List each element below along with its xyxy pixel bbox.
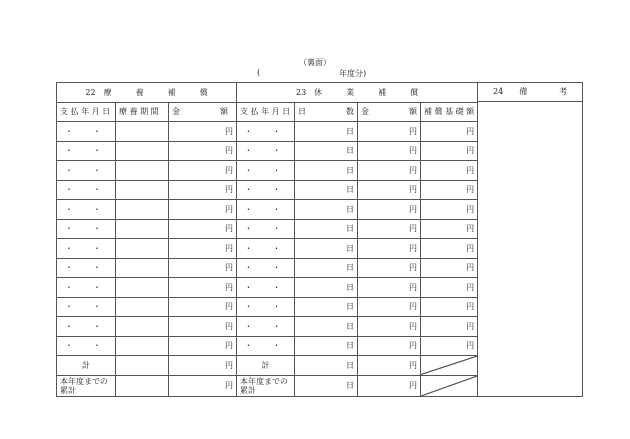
days-cell[interactable]: 日 <box>295 239 358 259</box>
pay-date-cell[interactable]: ・ ・ <box>57 336 116 356</box>
pay-date-cell[interactable]: ・ ・ <box>57 200 116 220</box>
days-cell[interactable]: 日 <box>295 297 358 317</box>
base-amount-cell[interactable]: 円 <box>421 258 478 278</box>
period-cell[interactable] <box>116 297 169 317</box>
period-cell[interactable] <box>116 141 169 161</box>
diagonal-line <box>421 376 477 396</box>
amount-cell[interactable]: 円 <box>169 219 237 239</box>
amount-cell[interactable]: 円 <box>169 317 237 337</box>
pay-date-cell-2[interactable]: ・ ・ <box>237 122 295 142</box>
pay-date-cell-2[interactable]: ・ ・ <box>237 200 295 220</box>
days-cell[interactable]: 日 <box>295 375 358 396</box>
amount-cell-2[interactable]: 円 <box>358 161 421 181</box>
pay-date-cell-2[interactable]: ・ ・ <box>237 161 295 181</box>
period-cell[interactable] <box>116 180 169 200</box>
amount-cell-2[interactable]: 円 <box>358 200 421 220</box>
year-open-paren: ( <box>257 68 261 77</box>
pay-date-cell-2[interactable]: ・ ・ <box>237 219 295 239</box>
amount-cell-2[interactable]: 円 <box>358 122 421 142</box>
base-amount-cell[interactable]: 円 <box>421 219 478 239</box>
amount-cell-2[interactable]: 円 <box>358 356 421 376</box>
amount-cell[interactable]: 円 <box>169 200 237 220</box>
period-cell[interactable] <box>116 317 169 337</box>
pay-date-cell-2[interactable]: ・ ・ <box>237 180 295 200</box>
amount-cell-2[interactable]: 円 <box>358 317 421 337</box>
total-label-absence: 計 <box>237 356 295 376</box>
cumulative-label-medical: 本年度までの累計 <box>57 375 116 396</box>
amount-cell-2[interactable]: 円 <box>358 180 421 200</box>
pay-date-cell[interactable]: ・ ・ <box>57 258 116 278</box>
pay-date-cell[interactable]: ・ ・ <box>57 219 116 239</box>
days-cell[interactable]: 日 <box>295 161 358 181</box>
amount-cell-2[interactable]: 円 <box>358 219 421 239</box>
period-cell[interactable] <box>116 239 169 259</box>
period-cell[interactable] <box>116 219 169 239</box>
absence-compensation-header: 23 休 業 補 償 <box>237 83 478 103</box>
amount-cell-2[interactable]: 円 <box>358 297 421 317</box>
period-cell[interactable] <box>116 278 169 298</box>
amount-cell[interactable]: 円 <box>169 278 237 298</box>
period-cell[interactable] <box>116 356 169 376</box>
section-header-row <box>57 83 583 103</box>
days-cell[interactable]: 日 <box>295 336 358 356</box>
pay-date-cell-2[interactable]: ・ ・ <box>237 336 295 356</box>
pay-date-cell-2[interactable]: ・ ・ <box>237 278 295 298</box>
period-header: 療 養 期 間 <box>116 102 169 122</box>
period-cell[interactable] <box>116 122 169 142</box>
amount-cell-2[interactable]: 円 <box>358 141 421 161</box>
pay-date-cell[interactable]: ・ ・ <box>57 317 116 337</box>
base-amount-header: 補 償 基 礎 額 <box>421 102 478 122</box>
base-amount-cell[interactable]: 円 <box>421 336 478 356</box>
pay-date-cell[interactable]: ・ ・ <box>57 161 116 181</box>
amount-header-2: 金 額 <box>358 102 421 122</box>
days-cell[interactable]: 日 <box>295 219 358 239</box>
cumulative-label-absence: 本年度までの累計 <box>237 375 295 396</box>
base-amount-cell[interactable]: 円 <box>421 278 478 298</box>
base-amount-cell[interactable]: 円 <box>421 317 478 337</box>
period-cell[interactable] <box>116 161 169 181</box>
pay-date-cell-2[interactable]: ・ ・ <box>237 239 295 259</box>
total-label-medical: 計 <box>57 356 116 376</box>
pay-date-cell-2[interactable]: ・ ・ <box>237 317 295 337</box>
medical-compensation-header: 22 療 養 補 償 <box>57 83 237 103</box>
days-cell[interactable]: 日 <box>295 180 358 200</box>
period-cell[interactable] <box>116 200 169 220</box>
pay-date-cell[interactable]: ・ ・ <box>57 297 116 317</box>
pay-date-cell[interactable]: ・ ・ <box>57 180 116 200</box>
amount-cell[interactable]: 円 <box>169 161 237 181</box>
diagonal-cell[interactable] <box>421 356 478 376</box>
amount-cell[interactable]: 円 <box>169 336 237 356</box>
base-amount-cell[interactable]: 円 <box>421 180 478 200</box>
amount-cell-2[interactable]: 円 <box>358 375 421 396</box>
period-cell[interactable] <box>116 336 169 356</box>
amount-cell[interactable]: 円 <box>169 122 237 142</box>
pay-date-header: 支 払 年 月 日 <box>57 102 116 122</box>
base-amount-cell[interactable]: 円 <box>421 122 478 142</box>
amount-cell-2[interactable]: 円 <box>358 258 421 278</box>
days-header: 日 数 <box>295 102 358 122</box>
amount-cell[interactable]: 円 <box>169 297 237 317</box>
days-cell[interactable]: 日 <box>295 200 358 220</box>
fiscal-year-label: 年度分) <box>339 69 367 78</box>
page-side-label: （裏面） <box>299 58 331 67</box>
amount-cell[interactable]: 円 <box>169 356 237 376</box>
amount-cell[interactable]: 円 <box>169 258 237 278</box>
compensation-table <box>56 82 583 397</box>
pay-date-cell[interactable]: ・ ・ <box>57 239 116 259</box>
pay-date-cell-2[interactable]: ・ ・ <box>237 258 295 278</box>
pay-date-cell[interactable]: ・ ・ <box>57 141 116 161</box>
diagonal-line <box>421 356 477 375</box>
amount-header: 金 額 <box>169 102 237 122</box>
pay-date-header-2: 支 払 年 月 日 <box>237 102 295 122</box>
days-cell[interactable]: 日 <box>295 258 358 278</box>
days-cell[interactable]: 日 <box>295 122 358 142</box>
period-cell[interactable] <box>116 375 169 396</box>
pay-date-cell-2[interactable]: ・ ・ <box>237 297 295 317</box>
remarks-header: 24 備 考 <box>478 83 582 102</box>
pay-date-cell-2[interactable]: ・ ・ <box>237 141 295 161</box>
base-amount-cell[interactable]: 円 <box>421 141 478 161</box>
amount-cell[interactable]: 円 <box>169 180 237 200</box>
base-amount-cell[interactable]: 円 <box>421 297 478 317</box>
days-cell[interactable]: 日 <box>295 141 358 161</box>
base-amount-cell[interactable]: 円 <box>421 239 478 259</box>
days-cell[interactable]: 日 <box>295 317 358 337</box>
amount-cell-2[interactable]: 円 <box>358 239 421 259</box>
days-cell[interactable]: 日 <box>295 356 358 376</box>
period-cell[interactable] <box>116 258 169 278</box>
pay-date-cell[interactable]: ・ ・ <box>57 278 116 298</box>
days-cell[interactable]: 日 <box>295 278 358 298</box>
amount-cell-2[interactable]: 円 <box>358 336 421 356</box>
pay-date-cell[interactable]: ・ ・ <box>57 122 116 142</box>
diagonal-cell[interactable] <box>421 375 478 396</box>
amount-cell[interactable]: 円 <box>169 239 237 259</box>
amount-cell[interactable]: 円 <box>169 375 237 396</box>
base-amount-cell[interactable]: 円 <box>421 161 478 181</box>
remarks-column <box>478 83 583 397</box>
amount-cell[interactable]: 円 <box>169 141 237 161</box>
amount-cell-2[interactable]: 円 <box>358 278 421 298</box>
base-amount-cell[interactable]: 円 <box>421 200 478 220</box>
